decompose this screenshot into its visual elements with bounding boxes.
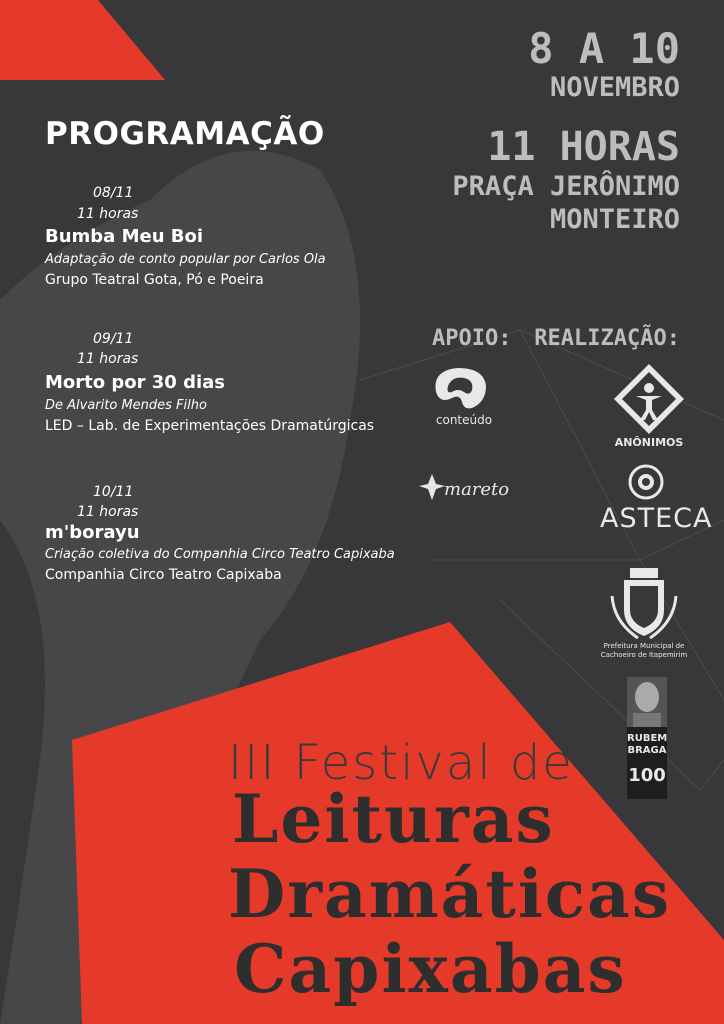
rubem-braga-badge (627, 677, 667, 799)
item-1-title: Bumba Meu Boi (45, 226, 204, 247)
item-1-date: 08/11 (93, 185, 134, 201)
rubem-braga-portrait-icon (627, 677, 667, 727)
venue-line-1: PRAÇA JERÔNIMO (452, 171, 680, 202)
item-2-subtitle: De Alvarito Mendes Filho (45, 398, 207, 413)
event-month: NOVEMBRO (549, 72, 680, 103)
prefeitura-coat-of-arms-icon (608, 566, 680, 642)
item-1-group: Grupo Teatral Gota, Pó e Poeira (45, 272, 264, 288)
prefeitura-logo-text: Prefeitura Municipal de Cachoeiro de Itapemirim (600, 642, 688, 659)
program-title: PROGRAMAÇÃO (45, 116, 325, 152)
festival-title-line-2: Leituras (232, 780, 555, 858)
item-3-subtitle: Criação coletiva do Companhia Circo Teatro Capixaba (45, 547, 395, 562)
event-dates: 8 A 10 (528, 24, 680, 73)
apoio-label: APOIO: (432, 326, 512, 351)
realizacao-label: REALIZAÇÃO: (534, 326, 680, 351)
item-3-group: Companhia Circo Teatro Capixaba (45, 567, 282, 583)
festival-title-line-1: III Festival de (228, 735, 574, 791)
conteudo-logo-text: conteúdo (435, 413, 493, 427)
rubem-years: 100 (628, 765, 666, 786)
item-1-subtitle: Adaptação de conto popular por Carlos Ola (45, 252, 326, 267)
item-3-date: 10/11 (93, 484, 134, 500)
event-time: 11 HORAS (487, 124, 680, 170)
mareto-logo-text: mareto (444, 479, 510, 500)
festival-title-line-3: Dramáticas (228, 855, 672, 933)
anonimos-logo-icon (612, 362, 686, 436)
item-2-time: 11 horas (77, 351, 139, 367)
item-2-title: Morto por 30 dias (45, 372, 226, 393)
asteca-logo-text: ASTECA (600, 503, 713, 534)
mareto-logo-icon (418, 472, 446, 502)
asteca-logo-icon (628, 464, 664, 500)
festival-title-line-4: Capixabas (234, 930, 627, 1008)
venue-line-2: MONTEIRO (549, 204, 680, 235)
item-2-date: 09/11 (93, 331, 134, 347)
rubem-name-line-2: BRAGA (627, 745, 667, 756)
rubem-name-line-1: RUBEM (627, 733, 668, 744)
anonimos-logo-text: ANÔNIMOS (614, 436, 684, 449)
top-red-triangle (0, 0, 165, 80)
conteudo-logo-icon (428, 362, 492, 414)
item-1-time: 11 horas (77, 206, 139, 222)
item-3-title: m'borayu (45, 522, 140, 543)
item-2-group: LED – Lab. de Experimentações Dramatúrgicas (45, 418, 375, 434)
item-3-time: 11 horas (77, 504, 139, 520)
